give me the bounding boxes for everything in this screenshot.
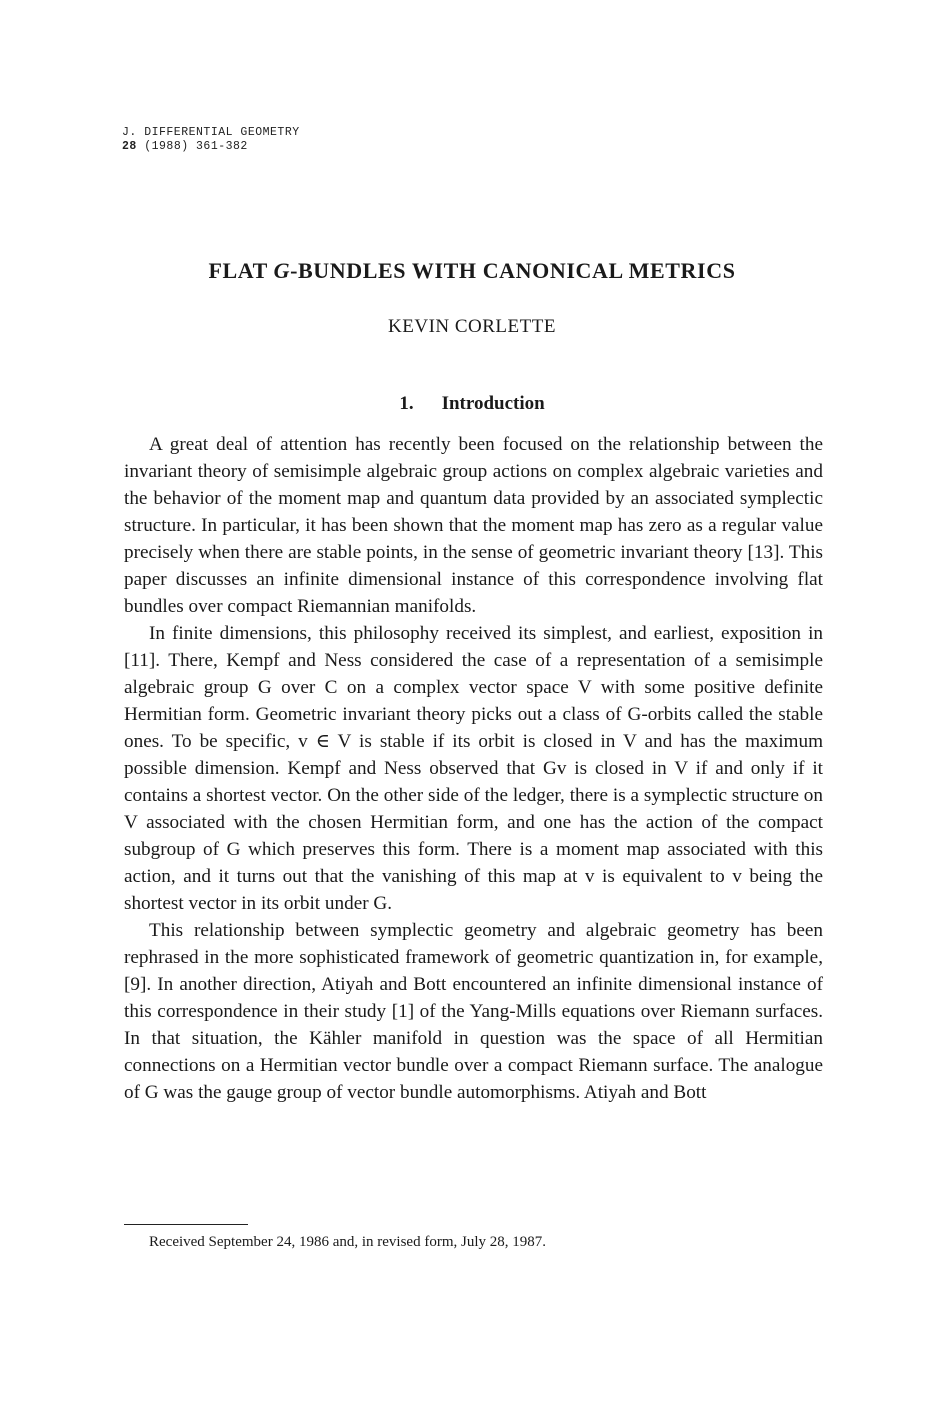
journal-year-pages: (1988) 361-382 xyxy=(144,140,248,153)
paragraph-2: In finite dimensions, this philosophy received its simplest, and earliest, exposition in [11]. There, Kempf and Ness considered the case of a representation of a semisimple algebraic group G over C on a complex vector space V with some positive definite Hermitian form. Geometric invariant theory picks out a class of G-orbits called the stable ones. To be specific, v ∈ V is stable if its orbit is closed in V and has the maximum possible dimension. Kempf and Ness observed that Gv is closed in V if and only if it contains a shortest vector. On the other side of the ledger, there is a symplectic structure on V associated with the chosen Hermitian form, and one has the action of the compact subgroup of G which preserves this form. There is a moment map associated with this action, and it turns out that the vanishing of this map at v is equivalent to v being the shortest vector in its orbit under G. xyxy=(124,623,823,914)
footnote: Received September 24, 1986 and, in revised form, July 28, 1987. xyxy=(149,1234,547,1250)
journal-volume: 28 xyxy=(122,140,137,153)
section-heading xyxy=(0,393,944,415)
body-text xyxy=(124,431,823,1106)
journal-name: J. DIFFERENTIAL GEOMETRY xyxy=(122,126,300,139)
section-number: 1. xyxy=(399,393,414,414)
paragraph-1: A great deal of attention has recently been focused on the relationship between the invariant theory of semisimple algebraic group actions on complex algebraic varieties and the behavior of the moment map and quantum data provided by an associated symplectic structure. In particular, it has been shown that the moment map has zero as a regular value precisely when there are stable points, in the sense of geometric invariant theory [13]. This paper discusses an infinite dimensional instance of this correspondence involving flat bundles over compact Riemannian manifolds. xyxy=(124,434,823,617)
paper-title xyxy=(0,258,944,284)
title-italic-g: G xyxy=(273,258,291,283)
journal-header xyxy=(122,126,300,154)
section-title: Introduction xyxy=(441,393,545,414)
paragraph-3: This relationship between symplectic geometry and algebraic geometry has been rephrased in the more sophisticated framework of geometric quantization in, for example, [9]. In another direction, Atiyah and Bott encountered an infinite dimensional instance of this correspondence in their study [1] of the Yang-Mills equations over Riemann surfaces. In that situation, the Kähler manifold in question was the space of all Hermitian connections on a Hermitian vector bundle over a compact Riemann surface. The analogue of G was the gauge group of vector bundle automorphisms. Atiyah and Bott xyxy=(124,920,823,1103)
title-part-2: -BUNDLES WITH CANONICAL METRICS xyxy=(290,258,736,283)
journal-citation xyxy=(122,140,300,154)
paper-author: KEVIN CORLETTE xyxy=(388,316,556,337)
title-part-1: FLAT xyxy=(208,258,268,283)
footnote-rule xyxy=(124,1224,248,1225)
